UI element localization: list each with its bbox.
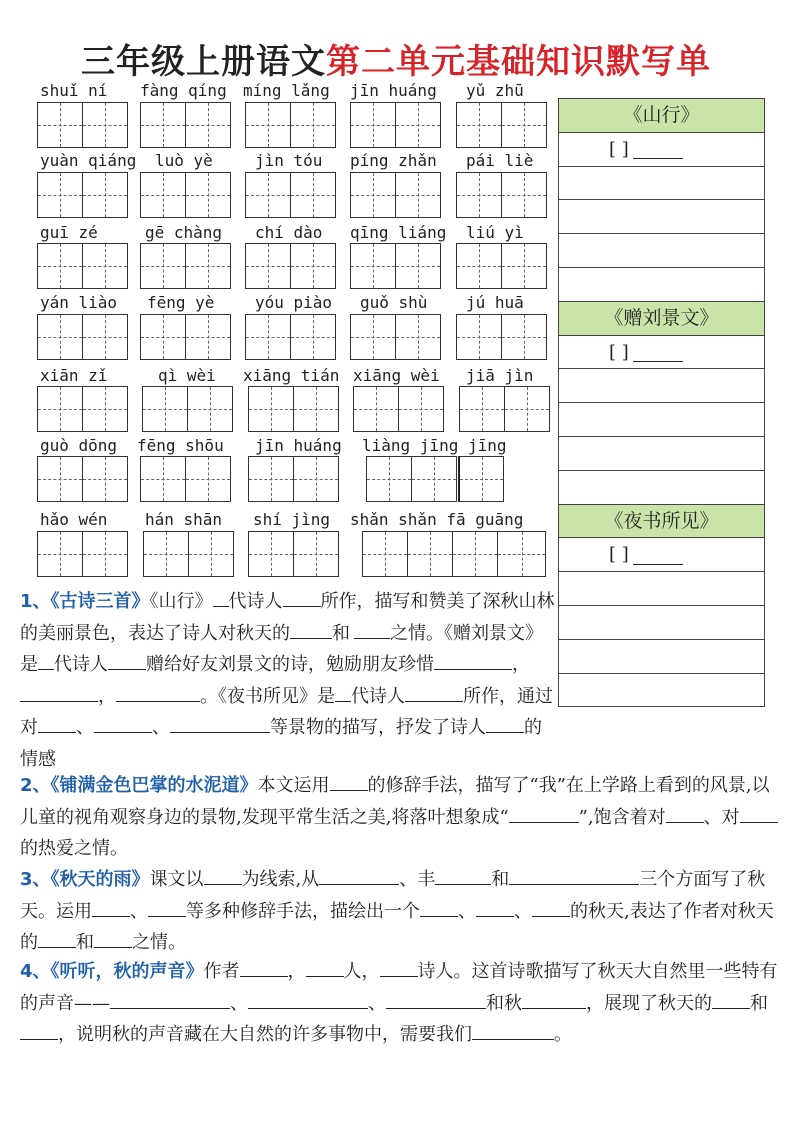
- writing-cell[interactable]: [82, 456, 128, 502]
- dynasty-bracket: [ ]: [609, 341, 629, 363]
- writing-cell[interactable]: [185, 243, 231, 289]
- writing-cell[interactable]: [395, 172, 441, 218]
- writing-cell[interactable]: [366, 456, 412, 502]
- blank[interactable]: [38, 714, 76, 733]
- writing-cell[interactable]: [37, 243, 83, 289]
- blank[interactable]: [94, 714, 152, 733]
- blank[interactable]: [204, 866, 242, 885]
- writing-cell[interactable]: [395, 243, 441, 289]
- pinyin-label: luò yè: [155, 151, 213, 170]
- writing-cell[interactable]: [350, 314, 396, 360]
- text: 之情。《赠刘景文》是: [20, 622, 543, 676]
- text: ，说明秋的声音藏在大自然的许多事物中，需要我们: [58, 1024, 472, 1046]
- text: 等景物的描写，抒发了诗人: [270, 717, 486, 739]
- poem-line-row[interactable]: [559, 167, 764, 201]
- writing-cell[interactable]: [248, 386, 294, 432]
- blank[interactable]: [666, 804, 704, 823]
- text: ，: [287, 961, 306, 982]
- poem-line-row[interactable]: [559, 403, 764, 437]
- writing-cell[interactable]: [245, 314, 291, 360]
- text: 、: [368, 992, 386, 1014]
- pinyin-label: shí jìng: [253, 510, 331, 529]
- writing-cell[interactable]: [501, 172, 547, 218]
- text: ”,饱含着对: [578, 806, 666, 828]
- section-1-label: 1、《古诗三首》: [20, 591, 150, 612]
- text: 的修辞手法，描写了“我”在上学路上看到的风景,以儿童的视角观察身边的景物,发现平常生活之美,将落叶想象成“: [20, 775, 770, 828]
- poem-dictation-table: [558, 98, 765, 707]
- text: 本文运用: [257, 775, 330, 796]
- section-3: [20, 864, 780, 959]
- poem-line-row[interactable]: [559, 200, 764, 234]
- blank[interactable]: [38, 929, 76, 948]
- writing-cell[interactable]: [37, 386, 83, 432]
- blank[interactable]: [486, 714, 524, 733]
- writing-cell[interactable]: [185, 314, 231, 360]
- pinyin-label: píng zhǎn: [350, 151, 437, 170]
- writing-cell[interactable]: [456, 314, 502, 360]
- writing-cell[interactable]: [185, 456, 231, 502]
- writing-cell[interactable]: [37, 314, 83, 360]
- pinyin-label: qīng liáng: [350, 223, 447, 242]
- text: 《夜书所见》是: [218, 685, 335, 707]
- text: 和秋: [486, 992, 522, 1014]
- text: ，展现了秋天的: [586, 992, 712, 1014]
- text: 、: [458, 900, 476, 922]
- writing-cell[interactable]: [140, 456, 186, 502]
- blank[interactable]: [380, 958, 418, 977]
- writing-cell[interactable]: [411, 456, 457, 502]
- writing-cell[interactable]: [293, 531, 339, 577]
- text: 、对: [703, 806, 740, 828]
- author-dynasty-row[interactable]: [559, 538, 764, 572]
- text: 课文以: [149, 869, 204, 890]
- pinyin-label: fēng shōu: [137, 436, 224, 455]
- section-3-label: 3、《秋天的雨》: [20, 869, 150, 890]
- pinyin-label: chí dào: [255, 223, 323, 242]
- blank[interactable]: [472, 1021, 554, 1040]
- pinyin-label: yán liào: [40, 293, 118, 312]
- text: 所作，描写和赞美了深秋山林的美丽景色，表达了诗人对秋天的: [20, 591, 555, 644]
- writing-cell[interactable]: [350, 172, 396, 218]
- text: 、丰: [399, 869, 436, 890]
- writing-cell[interactable]: [290, 243, 336, 289]
- pinyin-label: xiān zǐ: [40, 366, 108, 385]
- text: 、: [130, 900, 148, 922]
- author-dynasty-row[interactable]: [559, 336, 764, 370]
- poem-line-row[interactable]: [559, 369, 764, 403]
- blank[interactable]: [248, 990, 368, 1009]
- blank[interactable]: [532, 898, 570, 917]
- blank[interactable]: [108, 651, 146, 670]
- blank[interactable]: [476, 898, 514, 917]
- writing-cell[interactable]: [353, 386, 399, 432]
- pinyin-label: fàng qíng: [140, 81, 227, 100]
- blank[interactable]: [20, 683, 98, 702]
- pinyin-label: jīn huáng: [350, 81, 437, 100]
- text: ，: [512, 654, 530, 676]
- writing-cell[interactable]: [290, 314, 336, 360]
- writing-cell[interactable]: [497, 531, 546, 577]
- pinyin-label: guò dōng: [40, 436, 118, 455]
- section-2-label: 2、《铺满金色巴掌的水泥道》: [20, 775, 258, 796]
- writing-cell[interactable]: [290, 172, 336, 218]
- section-4-label: 4、《听听，秋的声音》: [20, 961, 204, 982]
- blank[interactable]: [240, 958, 288, 977]
- pinyin-label: hǎo wén: [40, 510, 108, 529]
- blank[interactable]: [420, 898, 458, 917]
- writing-cell[interactable]: [245, 172, 291, 218]
- blank[interactable]: [330, 772, 368, 791]
- pinyin-label: jiā jìn: [466, 366, 534, 385]
- pinyin-label: yǔ zhū: [466, 81, 524, 100]
- poem-title: 《赠刘景文》: [559, 302, 764, 336]
- writing-cell[interactable]: [293, 456, 339, 502]
- writing-cell[interactable]: [350, 102, 396, 148]
- writing-cell[interactable]: [185, 102, 231, 148]
- page-title: [0, 34, 792, 83]
- writing-cell[interactable]: [140, 243, 186, 289]
- text: ，: [98, 685, 116, 707]
- writing-cell[interactable]: [37, 102, 83, 148]
- writing-cell[interactable]: [452, 531, 498, 577]
- title-red: 第二单元基础知识默写单: [326, 42, 711, 82]
- blank[interactable]: [522, 990, 586, 1009]
- writing-cell[interactable]: [458, 456, 504, 502]
- writing-cell[interactable]: [456, 172, 502, 218]
- title-black: 三年级上册语文: [81, 42, 326, 82]
- pinyin-label: yuàn qiáng: [40, 151, 137, 170]
- writing-cell[interactable]: [248, 456, 294, 502]
- blank[interactable]: [306, 958, 344, 977]
- blank[interactable]: [386, 990, 486, 1009]
- poem-line-row[interactable]: [559, 674, 764, 708]
- text: 之情。: [132, 932, 186, 954]
- author-blank[interactable]: [633, 546, 683, 565]
- writing-cell[interactable]: [142, 386, 188, 432]
- text: 诗人。这首诗歌描写了秋天大自然里一些特有的声音——: [20, 961, 778, 1014]
- pinyin-label: jìn tóu: [255, 151, 323, 170]
- text: 赠给好友刘景文的诗，勉励朋友珍惜: [146, 654, 434, 676]
- blank[interactable]: [319, 866, 399, 885]
- pinyin-label: gē chàng: [145, 223, 223, 242]
- text: 的情感: [20, 717, 542, 770]
- pinyin-label: fēng yè: [147, 293, 215, 312]
- writing-cell[interactable]: [248, 531, 294, 577]
- poem-line-row[interactable]: [559, 234, 764, 268]
- writing-cell[interactable]: [82, 531, 128, 577]
- blank[interactable]: [110, 990, 230, 1009]
- poem-line-row[interactable]: [559, 640, 764, 674]
- dynasty-bracket: [ ]: [609, 544, 629, 566]
- poem-title: 《夜书所见》: [559, 505, 764, 539]
- writing-cell[interactable]: [185, 172, 231, 218]
- writing-cell[interactable]: [37, 531, 83, 577]
- pinyin-label: shǎn shǎn fā guāng: [350, 510, 524, 529]
- blank[interactable]: [354, 620, 390, 639]
- writing-cell[interactable]: [245, 102, 291, 148]
- writing-cell[interactable]: [140, 172, 186, 218]
- text: 和: [750, 992, 768, 1014]
- poem-line-row[interactable]: [559, 268, 764, 302]
- text: 代诗人: [54, 654, 108, 676]
- writing-cell[interactable]: [398, 386, 444, 432]
- blank[interactable]: [435, 866, 491, 885]
- writing-cell[interactable]: [82, 243, 128, 289]
- text: 和: [332, 622, 350, 644]
- writing-cell[interactable]: [395, 102, 441, 148]
- blank[interactable]: [20, 1021, 58, 1040]
- dynasty-bracket: [ ]: [609, 138, 629, 160]
- pinyin-label: qì wèi: [158, 366, 216, 385]
- pinyin-label: guī zé: [40, 223, 98, 242]
- blank[interactable]: [170, 714, 270, 733]
- pinyin-label: jú huā: [466, 293, 524, 312]
- text: 、: [230, 992, 248, 1014]
- blank[interactable]: [434, 651, 512, 670]
- pinyin-label: xiāng wèi: [353, 366, 440, 385]
- writing-cell[interactable]: [187, 386, 233, 432]
- text: 等多种修辞手法，描绘出一个: [186, 900, 420, 922]
- pinyin-label: liú yì: [466, 223, 524, 242]
- blank[interactable]: [335, 683, 351, 702]
- blank[interactable]: [290, 620, 332, 639]
- text: 的秋天,表达了作者对秋天的: [20, 900, 774, 954]
- text: 、: [76, 717, 94, 739]
- pinyin-label: míng lǎng: [243, 81, 330, 100]
- text: 所作，通过对: [20, 685, 553, 739]
- writing-cell[interactable]: [501, 102, 547, 148]
- blank[interactable]: [94, 929, 132, 948]
- writing-cell[interactable]: [362, 531, 408, 577]
- poem-line-row[interactable]: [559, 471, 764, 505]
- writing-cell[interactable]: [501, 314, 547, 360]
- writing-cell[interactable]: [459, 386, 505, 432]
- writing-cell[interactable]: [82, 314, 128, 360]
- section-4: [20, 956, 780, 1051]
- writing-cell[interactable]: [82, 386, 128, 432]
- text: 三个方面写了秋天。运用: [20, 869, 766, 922]
- writing-cell[interactable]: [188, 531, 234, 577]
- blank[interactable]: [509, 866, 639, 885]
- writing-cell[interactable]: [350, 243, 396, 289]
- poem-line-row[interactable]: [559, 606, 764, 640]
- pinyin-label: jīn huáng: [255, 436, 342, 455]
- author-dynasty-row[interactable]: [559, 133, 764, 167]
- poem-line-row[interactable]: [559, 572, 764, 606]
- blank[interactable]: [740, 804, 778, 823]
- text: 、: [152, 717, 170, 739]
- blank[interactable]: [116, 683, 200, 702]
- poem-line-row[interactable]: [559, 437, 764, 471]
- text: 作者: [203, 961, 240, 982]
- blank[interactable]: [38, 651, 54, 670]
- section-2: [20, 770, 780, 865]
- writing-cell[interactable]: [245, 243, 291, 289]
- writing-cell[interactable]: [290, 102, 336, 148]
- pinyin-label: shuǐ ní: [40, 81, 108, 100]
- writing-cell[interactable]: [140, 314, 186, 360]
- blank[interactable]: [148, 898, 186, 917]
- author-blank[interactable]: [633, 343, 683, 362]
- text: 。: [554, 1024, 572, 1046]
- text: 代诗人: [228, 591, 283, 612]
- blank[interactable]: [712, 990, 750, 1009]
- writing-cell[interactable]: [37, 172, 83, 218]
- writing-cell[interactable]: [140, 102, 186, 148]
- blank[interactable]: [405, 683, 463, 702]
- writing-cell[interactable]: [407, 531, 453, 577]
- blank[interactable]: [509, 804, 579, 823]
- author-blank[interactable]: [633, 140, 683, 159]
- writing-cell[interactable]: [82, 102, 128, 148]
- text: 和: [491, 869, 510, 890]
- pinyin-label: guǒ shù: [360, 293, 428, 312]
- text: 的热爱之情。: [20, 838, 128, 860]
- writing-cell[interactable]: [293, 386, 339, 432]
- writing-cell[interactable]: [501, 243, 547, 289]
- pinyin-label: hán shān: [145, 510, 223, 529]
- pinyin-label: liàng jīng jīng: [362, 436, 507, 455]
- writing-cell[interactable]: [456, 102, 502, 148]
- pinyin-label: xiāng tián: [243, 366, 340, 385]
- writing-cell[interactable]: [456, 243, 502, 289]
- text: 为线索,从: [241, 869, 320, 890]
- text: 《山行》: [149, 591, 213, 612]
- blank[interactable]: [92, 898, 130, 917]
- writing-cell[interactable]: [504, 386, 550, 432]
- pinyin-label: yóu piào: [255, 293, 333, 312]
- poem-title: 《山行》: [559, 99, 764, 133]
- writing-cell[interactable]: [82, 172, 128, 218]
- writing-cell[interactable]: [395, 314, 441, 360]
- text: 。: [200, 685, 218, 707]
- text: 人，: [343, 961, 380, 982]
- writing-cell[interactable]: [37, 456, 83, 502]
- section-1: [20, 586, 556, 776]
- pinyin-label: pái liè: [466, 151, 534, 170]
- writing-cell[interactable]: [143, 531, 189, 577]
- blank[interactable]: [283, 588, 321, 607]
- blank[interactable]: [213, 588, 229, 607]
- text: 、: [514, 900, 532, 922]
- text: 代诗人: [351, 685, 405, 707]
- text: 和: [76, 932, 94, 954]
